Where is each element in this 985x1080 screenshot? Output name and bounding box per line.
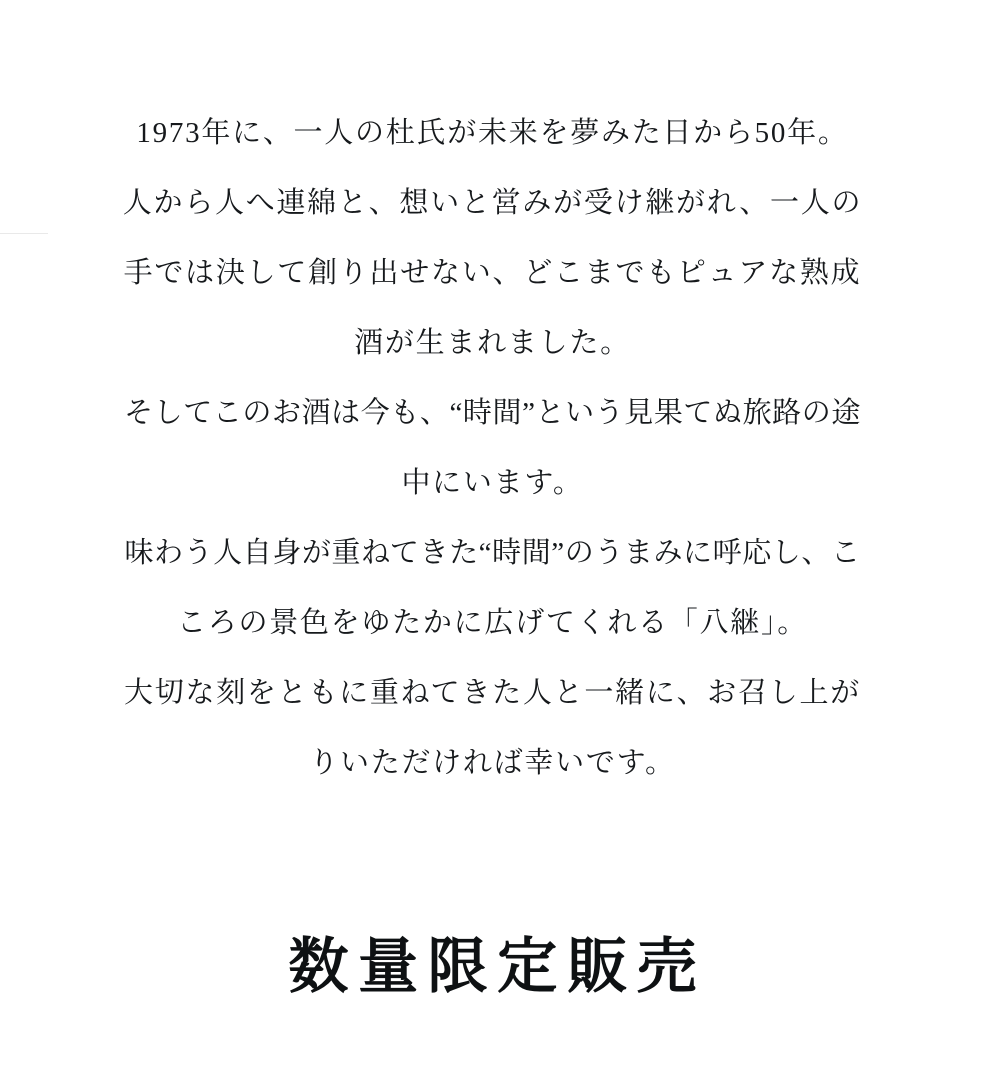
body-copy-line: りいただければ幸いです。 xyxy=(309,747,676,779)
body-copy-line: ころの景色をゆたかに広げてくれる「八継」。 xyxy=(176,607,809,639)
body-copy xyxy=(57,98,929,798)
body-copy-line: そしてこのお酒は今も、“時間”という見果てぬ旅路の途 xyxy=(124,397,861,429)
body-copy-line: 大切な刻をともに重ねてきた人と一緒に、お召し上が xyxy=(123,677,862,709)
body-copy-line: 1973年に、一人の杜氏が未来を夢みた日から50年。 xyxy=(136,117,849,149)
section-divider xyxy=(0,233,48,234)
body-copy-line: 手では決して創り出せない、どこまでもピュアな熟成 xyxy=(123,257,862,289)
body-copy-line: 味わう人自身が重ねてきた“時間”のうまみに呼応し、こ xyxy=(124,537,861,569)
body-copy-line: 酒が生まれました。 xyxy=(354,327,631,359)
body-copy-line: 人から人へ連綿と、想いと営みが受け継がれ、一人の xyxy=(122,187,863,219)
headline: 数量限定販売 xyxy=(288,934,707,1000)
body-copy-line: 中にいます。 xyxy=(401,467,584,499)
